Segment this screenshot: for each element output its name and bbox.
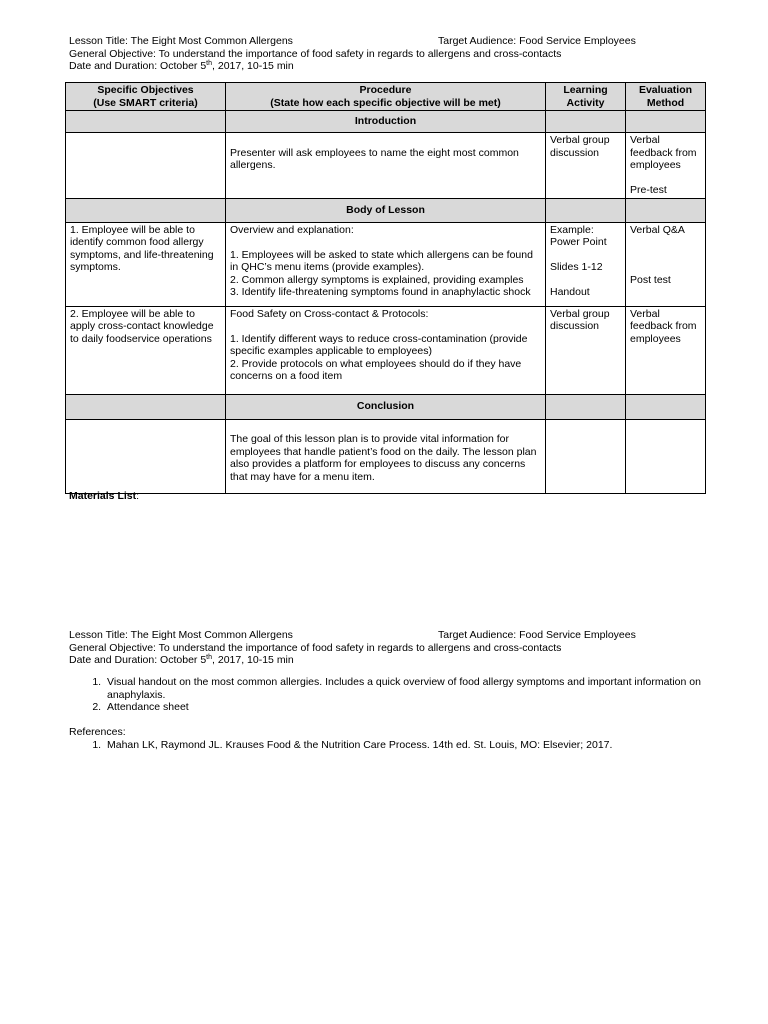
body-objective-1: 1. Employee will be able to identify common food allergy symptoms, and life-threatening symptoms. [66, 222, 226, 306]
section-row-introduction [66, 111, 706, 133]
lesson-title: Lesson Title: The Eight Most Common Allergens [69, 629, 293, 641]
lesson-header-top [69, 35, 709, 73]
conclusion-evaluation-cell [626, 419, 706, 493]
conclusion-learning-cell [546, 419, 626, 493]
header-learning: Learning Activity [546, 83, 626, 111]
body-evaluation-1: Verbal Q&A Post test [626, 222, 706, 306]
date-sup: th [206, 654, 213, 661]
target-audience: Target Audience: Food Service Employees [438, 629, 636, 641]
table-row [66, 133, 706, 199]
header-procedure: Procedure (State how each specific objective will be met) [226, 83, 546, 111]
conclusion-objective-cell [66, 419, 226, 493]
date-prefix: Date and Duration: October 5 [69, 654, 207, 666]
lesson-plan-table [65, 82, 706, 494]
materials-list-label: Materials List: [69, 490, 140, 502]
list-item: 2. Attendance sheet [104, 701, 709, 714]
body-learning-2: Verbal group discussion [546, 306, 626, 394]
body-procedure-2: Food Safety on Cross-contact & Protocols: 1. Identify different ways to reduce cross-contamination (provide specific examples applicable to employees) 2. Provide protocols on what employees should do if they have concerns on a food item [226, 306, 546, 394]
date-duration [69, 60, 709, 73]
body-procedure-1: Overview and explanation: 1. Employees will be asked to state which allergens can be found in QHC’s menu items (provide examples). 2. Common allergy symptoms is explained, providing examples 3. Identify life-threatening symptoms found in anaphylactic shock [226, 222, 546, 306]
intro-procedure-cell: Presenter will ask employees to name the eight most common allergens. [226, 133, 546, 199]
body-evaluation-2: Verbal feedback from employees [626, 306, 706, 394]
header-objectives: Specific Objectives (Use SMART criteria) [66, 83, 226, 111]
intro-objective-cell [66, 133, 226, 199]
date-prefix: Date and Duration: October 5 [69, 60, 207, 72]
materials-list [69, 676, 709, 714]
table-row [66, 419, 706, 493]
date-sup: th [206, 60, 213, 67]
date-suffix: , 2017, 10-15 min [212, 60, 294, 72]
target-audience: Target Audience: Food Service Employees [438, 35, 636, 47]
section-title-conclusion: Conclusion [226, 394, 546, 419]
conclusion-procedure-cell: The goal of this lesson plan is to provide vital information for employees that handle patient’s food on the daily. The lesson plan also provides a platform for employees to discuss any concerns that may have for a menu item. [226, 419, 546, 493]
section-title-body: Body of Lesson [226, 198, 546, 222]
date-suffix: , 2017, 10-15 min [212, 654, 294, 666]
references-label: References: [69, 726, 126, 738]
intro-learning-cell: Verbal group discussion [546, 133, 626, 199]
general-objective: General Objective: To understand the importance of food safety in regards to allergens and cross-contacts [69, 47, 562, 60]
general-objective: General Objective: To understand the importance of food safety in regards to allergens and cross-contacts [69, 641, 562, 654]
lesson-header-page2 [69, 629, 709, 667]
section-row-body [66, 198, 706, 222]
body-learning-1: Example: Power Point Slides 1-12 Handout [546, 222, 626, 306]
section-row-conclusion [66, 394, 706, 419]
date-duration [69, 654, 709, 667]
header-evaluation: Evaluation Method [626, 83, 706, 111]
references-section [69, 726, 709, 751]
table-header-row [66, 83, 706, 111]
table-row [66, 306, 706, 394]
table-row [66, 222, 706, 306]
list-item: 1. Visual handout on the most common allergies. Includes a quick overview of food allergy symptoms and important information on anaphylaxis. [104, 676, 709, 701]
intro-evaluation-cell: Verbal feedback from employees Pre-test [626, 133, 706, 199]
lesson-title: Lesson Title: The Eight Most Common Allergens [69, 35, 293, 47]
list-item: 1. Mahan LK, Raymond JL. Krauses Food & the Nutrition Care Process. 14th ed. St. Louis, MO: Elsevier; 2017. [104, 739, 709, 752]
body-objective-2: 2. Employee will be able to apply cross-contact knowledge to daily foodservice operations [66, 306, 226, 394]
section-title-introduction: Introduction [226, 111, 546, 133]
